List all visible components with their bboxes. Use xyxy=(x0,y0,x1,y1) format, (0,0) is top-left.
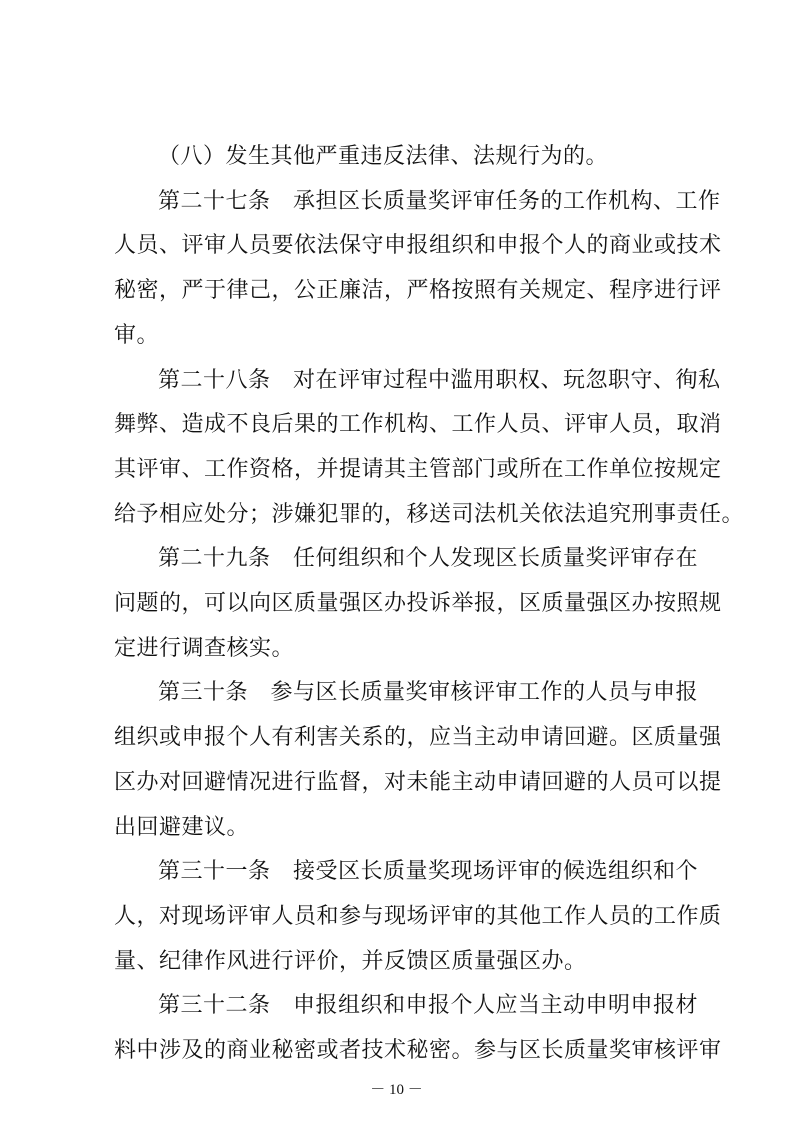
text-line: 量、纪律作风进行评价，并反馈区质量强区办。 xyxy=(114,949,587,974)
text-line: 其评审、工作资格，并提请其主管部门或所在工作单位按规定 xyxy=(114,457,722,482)
text-line: 人员、评审人员要依法保守申报组织和申报个人的商业或技术 xyxy=(114,233,722,258)
text-line: 出回避建议。 xyxy=(114,815,250,840)
text-line: 定进行调查核实。 xyxy=(114,636,295,661)
text-line: 组织或申报个人有利害关系的，应当主动申请回避。区质量强 xyxy=(114,725,722,750)
text-line: 舞弊、造成不良后果的工作机构、工作人员、评审人员，取消 xyxy=(114,412,722,437)
article-27-heading-line: 第二十七条 承担区长质量奖评审任务的工作机构、工作 xyxy=(158,189,721,214)
article-29-heading-line: 第二十九条 任何组织和个人发现区长质量奖评审存在 xyxy=(158,546,699,571)
article-31-heading-line: 第三十一条 接受区长质量奖现场评审的候选组织和个 xyxy=(158,859,699,884)
text-line: 问题的，可以向区质量强区办投诉举报，区质量强区办按照规 xyxy=(114,591,722,616)
article-28-heading-line: 第二十八条 对在评审过程中滥用职权、玩忽职守、徇私 xyxy=(158,368,721,393)
page-number: － 10 － xyxy=(370,1082,423,1098)
article-32-heading-line: 第三十二条 申报组织和申报个人应当主动申明申报材 xyxy=(158,993,699,1018)
text-line: 人，对现场评审人员和参与现场评审的其他工作人员的工作质 xyxy=(114,904,722,929)
text-line: 区办对回避情况进行监督，对未能主动申请回避的人员可以提 xyxy=(114,770,722,795)
article-30-heading-line: 第三十条 参与区长质量奖审核评审工作的人员与申报 xyxy=(158,680,699,705)
text-line: 给予相应处分；涉嫌犯罪的，移送司法机关依法追究刑事责任。 xyxy=(114,502,745,527)
text-line: 审。 xyxy=(114,323,160,348)
text-line: 秘密，严于律己，公正廉洁，严格按照有关规定、程序进行评 xyxy=(114,278,722,303)
text-line: （八）发生其他严重违反法律、法规行为的。 xyxy=(158,144,609,169)
text-line: 料中涉及的商业秘密或者技术秘密。参与区长质量奖审核评审 xyxy=(114,1038,722,1063)
